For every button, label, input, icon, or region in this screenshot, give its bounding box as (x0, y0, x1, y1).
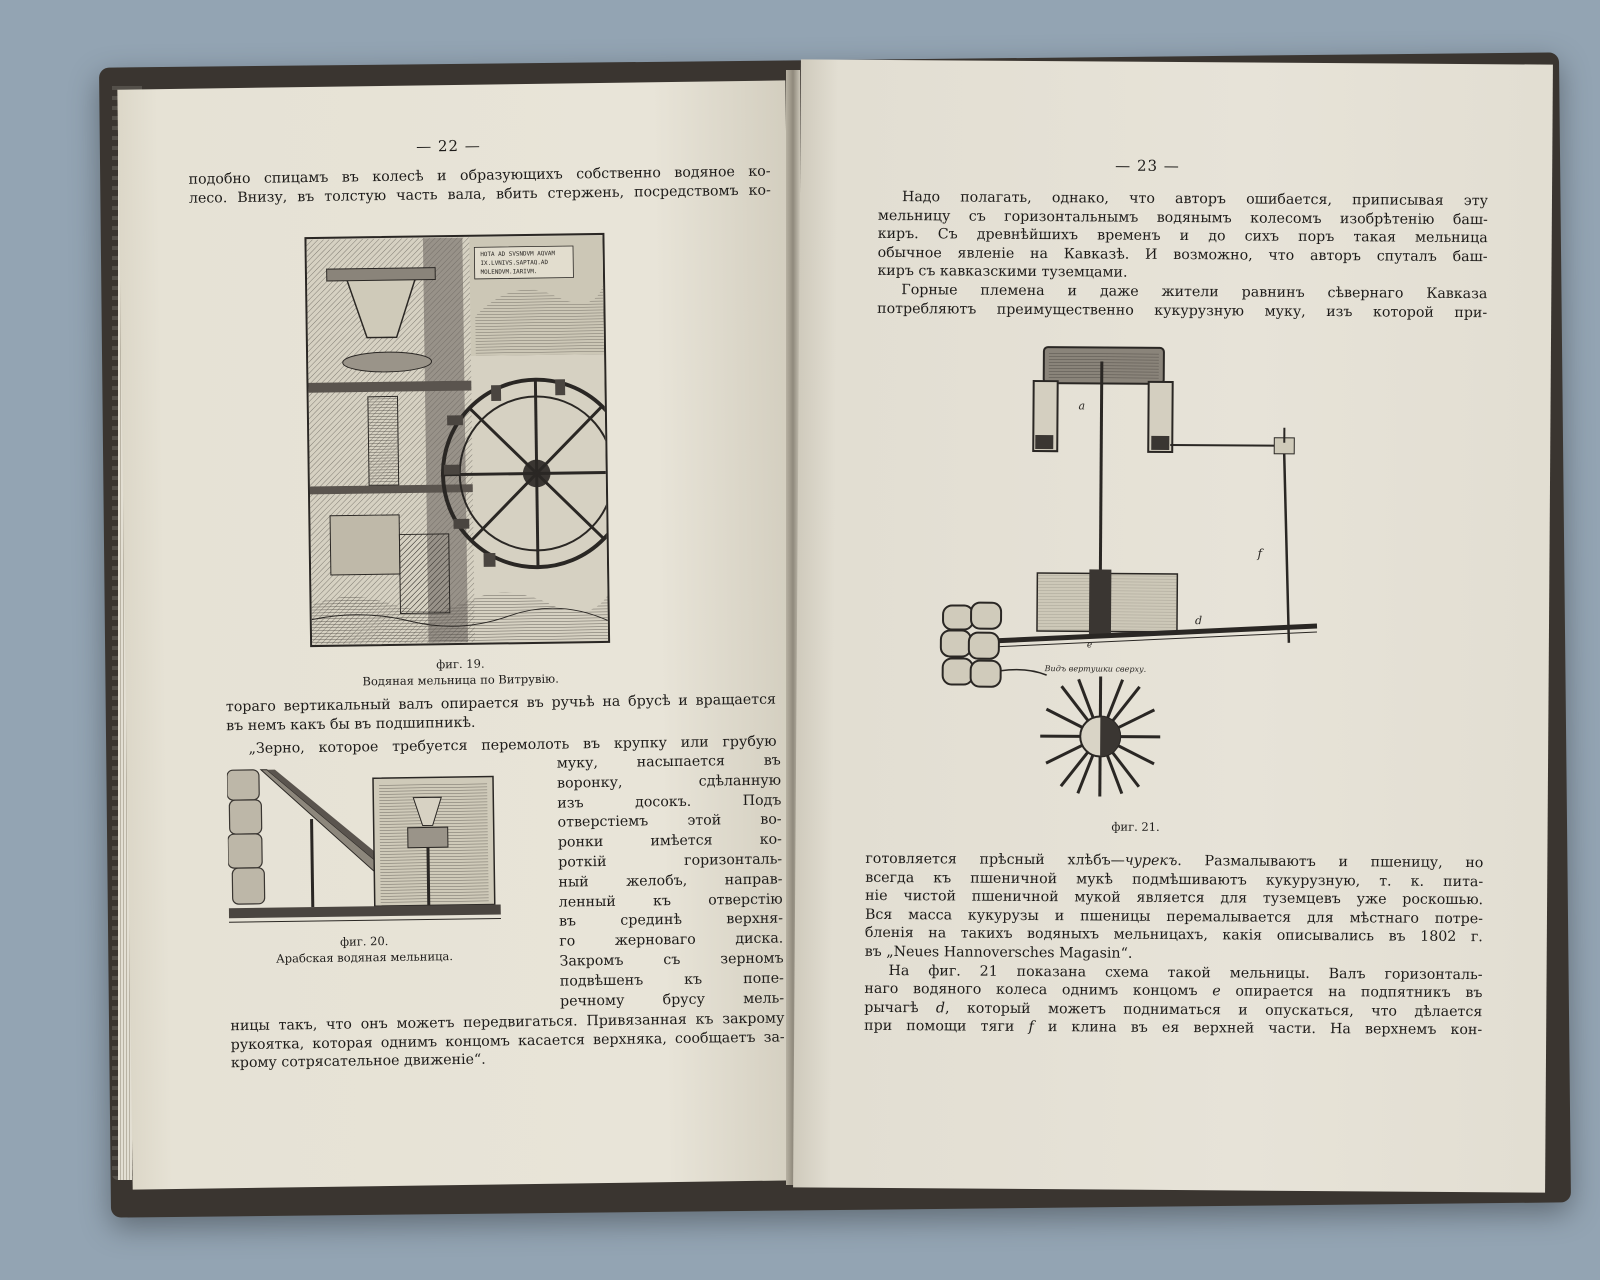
fig19-inscription-line: IX.LVNIVS.SAPTAQ.AD (480, 260, 549, 268)
fig21-letter-d: d (1194, 614, 1203, 628)
fig21-handwritten-note: Видъ вертушки сверху. (1044, 664, 1147, 674)
fig19-inscription-line: HOTA AD SVSNDVM AQVAM (480, 251, 556, 259)
text-line: лесо. Внизу, въ толстую часть вала, вбить стержень, посредствомъ ко- (188, 182, 771, 207)
text-fragment: . Размалываютъ и пшеницу, но (1177, 853, 1484, 872)
horizontal-wheel-mill-schematic (936, 340, 1339, 813)
text-line: бленія на такихъ водяныхъ мельницахъ, какія описывались въ 1802 г. (864, 925, 1483, 946)
figure-19-caption: Водяная мельница по Витрувію. (362, 671, 559, 689)
text-line: въ немъ какъ бы въ подшипникѣ. (226, 714, 476, 734)
text-line: Горные племена и даже жители равнинъ сѣвернаго Кавказа (901, 282, 1488, 303)
text-fragment: наго водяного колеса однимъ концомъ (864, 981, 1213, 1000)
text-line: отверстіемъ этой во- (557, 811, 782, 832)
text-line: муку, насыпается въ (556, 752, 781, 772)
text-line: киръ съ кавказскими туземцами. (877, 263, 1128, 282)
text-line: Вся масса кукурузы и пшеницы перемалывается для мѣстнаго потре- (864, 906, 1484, 927)
text-line: подвѣшенъ къ попе- (559, 970, 784, 990)
text-line: рукоятка, которая однимъ концомъ касается верхняка, сообщаетъ за- (230, 1029, 785, 1053)
text-line: всегда къ пшеничной мукѣ подмѣшиваютъ кукурузную, т. к. пита- (865, 869, 1484, 890)
text-line: обычное явленіе на Кавказѣ. И возможно, что авторъ спуталъ баш- (877, 244, 1488, 265)
text-line: ницы такъ, что онъ можетъ передвигаться. Привязанная къ закрому (230, 1010, 785, 1035)
text-line: тораго вертикальный валъ опирается въ ручьѣ на брусѣ и вращается (225, 691, 777, 716)
text-fragment: и клина въ ея верхней части. На верхнемъ кон- (1033, 1019, 1483, 1039)
left-middle-text (226, 691, 776, 736)
text-line: ніе чистой пшеничной мукой является для туземцевъ уже роскошью. (865, 888, 1484, 909)
left-top-text (188, 163, 770, 208)
text-line: ронки имѣется ко- (557, 831, 783, 851)
fig21-letter-a: a (1078, 399, 1086, 413)
arabic-water-mill-illustration (227, 756, 501, 930)
text-line: мельницу съ горизонтальнымъ водянымъ колесомъ изобрѣтенію баш- (877, 207, 1488, 228)
figure-21-schematic (936, 340, 1339, 813)
text-line: На фиг. 21 показана схема такой мельницы. Валъ горизонталь- (888, 962, 1483, 983)
text-line: изъ досокъ. Подъ (557, 792, 782, 812)
text-line: ленный къ отверстію (558, 891, 783, 911)
text-line: Надо полагать, однако, что авторъ ошибается, приписывая эту (901, 189, 1489, 210)
right-page (793, 59, 1553, 1192)
italic-term-churek: чурекъ (1124, 852, 1178, 870)
fig21-letter-e: e (1086, 640, 1093, 651)
text-line: потребляютъ преимущественно кукурузную муку, изъ которой при- (877, 300, 1488, 321)
page-number-right: — 23 — (1115, 156, 1180, 176)
fig19-inscription-line: MOLENDVM.IARIVM. (480, 269, 538, 276)
italic-letter-d: d (935, 1000, 946, 1017)
water-mill-woodcut-illustration (306, 235, 608, 645)
figure-19-label: фиг. 19. (436, 656, 485, 672)
figure-21-label: фиг. 21. (1111, 819, 1160, 834)
text-fragment: готовляется прѣсный хлѣбъ— (865, 850, 1125, 869)
text-fragment: , который можетъ подниматься и опускаться, что дѣлается (944, 1000, 1483, 1020)
text-line: ный желобъ, направ- (558, 871, 783, 891)
text-line: подобно спицамъ въ колесѣ и образующихъ собственно водяное ко- (188, 163, 771, 188)
text-line: го жерноваго диска. (559, 930, 784, 950)
figure-19-woodcut (304, 233, 610, 647)
text-line: роткій горизонталь- (558, 851, 783, 871)
left-bottom-text (230, 1009, 785, 1073)
italic-letter-e: e (1212, 983, 1221, 1000)
right-bottom-text (864, 850, 1483, 1040)
text-fragment: опирается на подпятникъ въ (1220, 983, 1483, 1002)
text-line: въ „Neues Hannoversches Magasin“. (864, 943, 1133, 962)
text-line: Закромъ съ зерномъ (559, 950, 784, 970)
text-line: „Зерно, которое требуется перемолоть въ крупку или грубую (248, 733, 777, 757)
text-line (864, 1017, 1482, 1040)
text-line: речному брусу мель- (560, 990, 785, 1010)
text-line: воронку, сдѣланную (556, 772, 782, 792)
left-page (117, 80, 800, 1189)
text-line: крому сотрясательное движеніе“. (230, 1051, 486, 1072)
page-number-left: — 22 — (416, 136, 481, 156)
italic-letter-f: f (1028, 1019, 1034, 1036)
text-fragment: при помощи тяги (864, 1018, 1029, 1036)
right-top-text (877, 188, 1488, 322)
figure-20-caption: Арабская водяная мельница. (275, 949, 454, 966)
text-fragment: рычагѣ (864, 999, 937, 1017)
figure-20-label: фиг. 20. (340, 934, 389, 949)
left-side-text (557, 752, 785, 1012)
figure-20-engraving (227, 756, 501, 930)
text-line: киръ. Съ древнѣйшихъ временъ и до сихъ поръ такая мельница (877, 226, 1488, 247)
text-line: въ срединѣ верхня- (558, 910, 784, 931)
fig21-letter-f: f (1257, 546, 1263, 561)
